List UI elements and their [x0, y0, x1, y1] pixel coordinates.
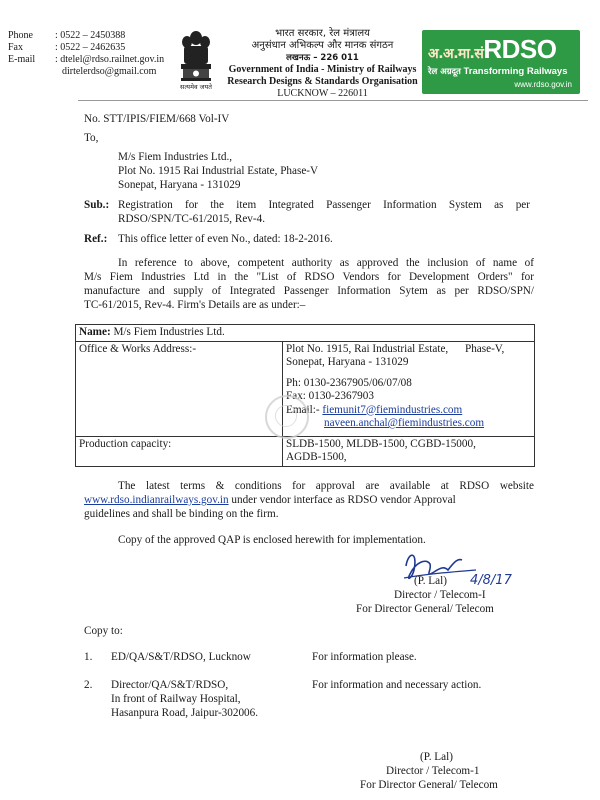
copy-item-1-purpose: For information please.: [312, 651, 417, 663]
firm-phone: Ph: 0130-2367905/06/07/08: [286, 376, 412, 389]
fax-label: Fax: [8, 42, 23, 53]
para-line-2: M/s Fiem Industries Ltd in the "List of RDSO Vendors for Development Orders" for: [84, 271, 534, 283]
address-line-1: M/s Fiem Industries Ltd.,: [118, 151, 233, 163]
to-label: To,: [84, 132, 99, 144]
rdso-logo: [422, 30, 580, 94]
capacity-cell: [283, 436, 535, 466]
para-line-4: TC-61/2015, Rev-4. Firm's Details are as under:–: [84, 299, 306, 311]
para-line-1: In reference to above, competent authority as approved the inclusion of name of: [118, 257, 534, 269]
copy-item-1-number: 1.: [84, 651, 93, 663]
logo-wordmark: [428, 34, 556, 65]
footer-signatory-name: (P. Lal): [420, 751, 453, 763]
ref-label: Ref.:: [84, 233, 108, 245]
email-label-2: [8, 66, 55, 78]
subject-line-2: RDSO/SPN/TC-61/2015, Rev-4.: [118, 213, 266, 225]
english-line-2: Research Designs & Standards Organisation: [227, 76, 418, 87]
org-title-block: [220, 28, 425, 100]
name-value: M/s Fiem Industries Ltd.: [113, 326, 225, 338]
copy-item-2-purpose: For information and necessary action.: [312, 679, 482, 691]
logo-tag-english: Transforming Railways: [463, 66, 568, 77]
footer-signatory-designation: Director / Telecom-1: [386, 765, 480, 777]
copy-item-2-line-1: Director/QA/S&T/RDSO,: [111, 679, 229, 691]
firm-email-row-2: [286, 417, 531, 431]
signatory-designation: Director / Telecom-I: [394, 589, 486, 601]
email-link-2[interactable]: naveen.anchal@fiemindustries.com: [324, 417, 485, 429]
phone-value: : 0522 – 2450388: [55, 30, 126, 41]
capacity-line-1: SLDB-1500, MLDB-1500, CGBD-15000,: [286, 437, 476, 450]
qap-sentence: Copy of the approved QAP is enclosed herewith for implementation.: [118, 534, 426, 546]
reference-number: No. STT/IPIS/FIEM/668 Vol-IV: [84, 113, 230, 125]
fax-row: [8, 42, 164, 54]
phone-row: [8, 30, 164, 42]
hindi-line-3: लखनऊ – 226 011: [286, 53, 359, 63]
email-link-1[interactable]: fiemunit7@fiemindustries.com: [322, 403, 463, 416]
header-divider: [78, 100, 588, 101]
name-label: Name:: [79, 326, 111, 338]
terms-line-1: The latest terms & conditions for approval are available at RDSO website: [118, 480, 534, 492]
english-line-3: LUCKNOW – 226011: [277, 88, 368, 99]
firm-email-row: [286, 404, 531, 418]
logo-hindi: अ.अ.मा.सं: [428, 46, 484, 62]
subject-line-1: Registration for the item Integrated Passenger Information System as per: [118, 199, 530, 211]
seal-inner-ring: [275, 405, 297, 427]
office-cell: [283, 341, 535, 436]
address-line-2: Plot No. 1915 Rai Industrial Estate, Phase-V: [118, 165, 319, 177]
firm-fax: Fax: 0130-2367903: [286, 390, 374, 402]
email-row: [8, 54, 164, 66]
firm-email-label: Email:-: [286, 403, 320, 416]
terms-line-2-text: under vendor interface as RDSO vendor Approval: [228, 494, 456, 506]
signature-date: 4/8/17: [470, 573, 512, 588]
phone-label: Phone: [8, 30, 33, 41]
copy-item-2-line-2: In front of Railway Hospital,: [111, 693, 241, 705]
hindi-line-1: भारत सरकार, रेल मंत्रालय: [275, 28, 370, 39]
ref-text: This office letter of even No., dated: 18-2-2016.: [118, 233, 333, 245]
rdso-website-link[interactable]: www.rdso.indianrailways.gov.in: [84, 494, 229, 506]
logo-tagline: [428, 66, 568, 77]
capacity-label: Production capacity:: [76, 436, 283, 466]
recipient-address: [118, 150, 318, 192]
copy-to-heading: Copy to:: [84, 625, 123, 637]
capacity-line-2: AGDB-1500,: [286, 451, 347, 463]
logo-main-text: RDSO: [483, 34, 557, 64]
paragraph-terms: [84, 479, 534, 521]
hindi-line-2: अनुसंधान अभिकल्प और मानक संगठन: [251, 40, 394, 51]
office-line-1: Plot No. 1915, Rai Industrial Estate, Phase-V,: [286, 342, 505, 355]
signatory-name: (P. Lal): [414, 575, 447, 587]
copy-item-2-number: 2.: [84, 679, 93, 691]
fax-value: : 0522 – 2462635: [55, 42, 126, 53]
watermark-seal-icon: [265, 395, 309, 439]
terms-line-2: [84, 493, 534, 507]
email-value-2: dirtelerdso@gmail.com: [62, 66, 157, 77]
copy-item-1-line-1: ED/QA/S&T/RDSO, Lucknow: [111, 651, 251, 663]
table-row: [76, 436, 535, 466]
para-line-3: manufacture and supply of Integrated Passenger Information Sytem as per RDSO/SPN/: [84, 285, 534, 297]
signatory-for: For Director General/ Telecom: [356, 603, 494, 615]
footer-signatory-for: For Director General/ Telecom: [360, 779, 498, 791]
email-value: : dtelel@rdso.railnet.gov.in: [55, 54, 165, 65]
email-label: E-mail: [8, 54, 36, 65]
email-row-2: [8, 66, 164, 78]
firm-details-table: [75, 324, 535, 467]
logo-tag-hindi: रेल अग्रदूत: [428, 67, 461, 77]
emblem-caption: सत्यमेव जयते: [180, 83, 212, 91]
address-line-3: Sonepat, Haryana - 131029: [118, 179, 241, 191]
english-line-1: Government of India - Ministry of Railways: [228, 64, 417, 75]
copy-item-2-address: [111, 678, 258, 720]
contact-block: [8, 30, 164, 78]
name-cell: [76, 325, 535, 342]
table-row: [76, 325, 535, 342]
subject-label: Sub.:: [84, 199, 110, 211]
paragraph-approval: [84, 256, 534, 312]
office-label: Office & Works Address:-: [76, 341, 283, 436]
office-line-2: Sonepat, Haryana - 131029: [286, 356, 409, 368]
copy-item-2-line-3: Hasanpura Road, Jaipur-302006.: [111, 707, 259, 719]
logo-url: www.rdso.gov.in: [514, 80, 572, 89]
national-emblem-icon: [176, 28, 216, 94]
terms-line-3: guidelines and shall be binding on the firm.: [84, 508, 279, 520]
